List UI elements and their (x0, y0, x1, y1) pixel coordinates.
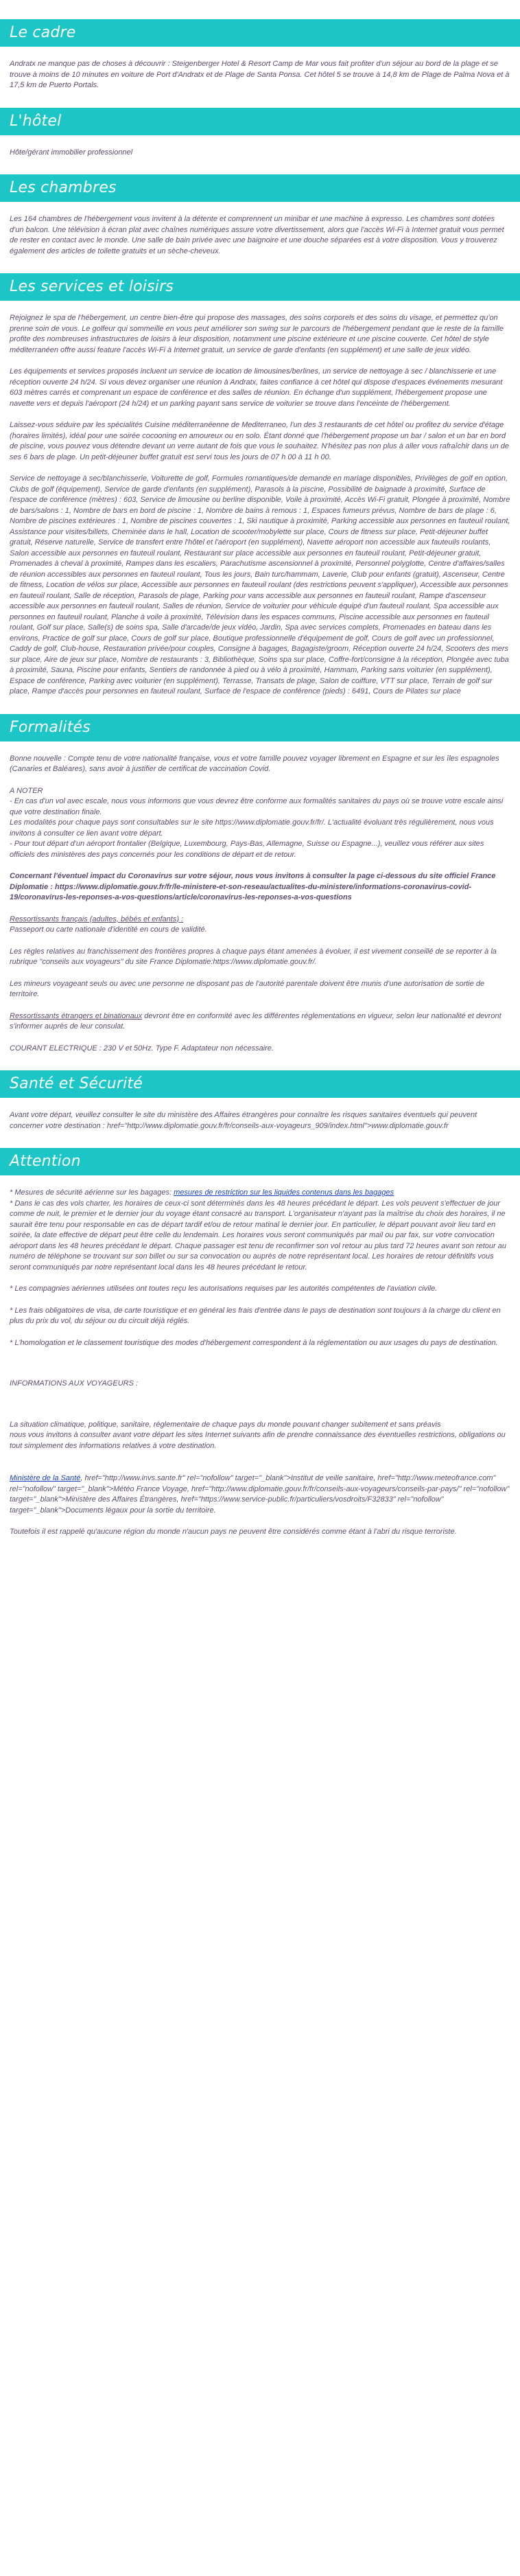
a-noter-modalites: Les modalités pour chaque pays sont consultables sur le site https://www.diplomatie.gouv.fr/fr/. L'actualité évoluant très régulièrement, nous vous invitons à consulter ce lien avant votre départ. (10, 818, 494, 838)
informations-voyageurs-title: INFORMATIONS AUX VOYAGEURS : (10, 1379, 139, 1388)
services-paragraph-spa: Rejoignez le spa de l'hébergement, un centre bien-être qui propose des massages, des soins corporels et des soins du visage, et permettez qu'on prenne soin de vous. Le golfeur qui sommeille en vous peut améliorer son swing sur le parcours de l'hébergement pendant que le reste de la famille profite des nombreuses infrastructures de loisirs à leur disposition, notamment une piscine extérieure et une piscine couverte. Cet hôtel de style méditerranéen offre aussi feature l'accès Wi-Fi à Internet gratuit, un service de garde d'enfants (en supplément) et une salle de jeux vidéo. (10, 314, 504, 354)
section-title-hotel: L'hôtel (0, 108, 520, 135)
sante-text: Avant votre départ, veuillez consulter le site du ministère des Affaires étrangères pour connaître les risques sanitaires éventuels qui peuvent concerner votre destination : href="http://www.diplomatie.gouv.fr/fr/conseils-aux-voyageurs_909/index.html">www.diplomatie.gouv.fr (10, 1111, 477, 1130)
services-paragraph-liste: Service de nettoyage à sec/blanchisserie, Voiturette de golf, Formules romantiques/de demande en mariage disponibles, Privilèges de golf en option, Clubs de golf (équipement), Service de garde d'enfants (en supplément), Parasols à la piscine, Possibilité de baignade à proximité, Surface de l'espace de conférence (mètres) : 603, Service de limousine ou berline disponible, Voile à proximité, Accès Wi-Fi gratuit, Plongée à proximité, Nombre de bars/salons : 1, Nombre de bars en bord de piscine : 1, Nombre de bains à remous : 1, Espaces fumeurs prévus, Nombre de bars de plage : 6, Nombre de piscines extérieures : 1, Nombre de piscines couvertes : 1, Ski nautique à proximité, Parking accessible aux personnes en fauteuil roulant, Assistance pour visites/billets, Cheminée dans le hall, Location de scooter/mobylette sur place, Cours de fitness sur place, Petit-déjeuner buffet gratuit, Réserve naturelle, Service de transfert entre l'hôtel et l'aéroport (en supplément), Navette aéroport non accessible aux fauteuils roulants, Salon accessible aux personnes en fauteuil roulant, Restaurant sur place accessible aux personnes en fauteuil roulant, Petit-déjeuner gratuit, Promenades à cheval à proximité, Rampes dans les escaliers, Parachutisme ascensionnel à proximité, Personnel polyglotte, Centre d'affaires/salles de réunion accessibles aux personnes en fauteuil roulant, Tous les jours, Bain turc/hammam, Laverie, Club pour enfants (gratuit), Ascenseur, Centre de fitness, Location de vélos sur place, Accessible aux personnes en fauteuil roulant (des restrictions peuvent s'appliquer), Accessible aux personnes en fauteuil roulant, Salle de réception, Parasols de plage, Parking pour vans accessible aux personnes en fauteuil roulant, Rampe d'ascenseur accessible aux personnes en fauteuil roulant, Salles de réunion, Service de voiturier pour véhicule équipé d'un fauteuil roulant, Spa accessible aux personnes en fauteuil roulant, Planche à voile à proximité, Télévision dans les espaces communs, Piscine accessible aux personnes en fauteuil roulant, Golf sur place, Salle(s) de soins spa, Salle d'arcade/de jeux vidéo, Jardin, Spa avec services complets, Promenades en bateau dans les environs, Practice de golf sur place, Cours de golf sur place, Boutique professionnelle d'équipement de golf, Cours de golf avec un professionnel, Caddy de golf, Club-house, Restauration privée/pour couples, Consigne à bagages, Bagagiste/groom, Réception ouverte 24 h/24, Scooters des mers sur place, Aire de jeux sur place, Nombre de restaurants : 3, Bibliothèque, Soins spa sur place, Coffre-fort/consigne à la réception, Plongée avec tuba à proximité, Sauna, Piscine pour enfants, Sentiers de randonnée à pied ou à vélo à proximité, Hammam, Parking sans voiturier (en supplément), Espace de conférence, Parking avec voiturier (en supplément), Terrasse, Transats de plage, Salon de coiffure, VTT sur place, Terrain de golf sur place, Rampe d'accès pour personnes en fauteuil roulant, Surface de l'espace de conférence (pieds) : 6491, Cours de Pilates sur place (10, 474, 510, 695)
section-title-chambres: Les chambres (0, 174, 520, 202)
formalites-regles: Les règles relatives au franchissement des frontières propres à chaque pays étant amenées à évoluer, il est vivement conseillé de se reporter à la rubrique "conseils aux voyageurs" du site France Diplomatie:https://www.diplomatie.gouv.fr/. (10, 947, 497, 966)
section-chambres (0, 174, 520, 273)
chambres-text: Les 164 chambres de l'hébergement vous invitent à la détente et comprennent un minibar et une machine à expresso. Les chambres sont dotées d'un balcon. Une télévision à écran plat avec chaînes numériques assure votre divertissement, alors que l'accès Wi-Fi à Internet gratuit vous permet de rester en contact avec le monde. Une salle de bain privée avec une baignoire et une douche séparées est à votre disposition. Vous y trouverez également des articles de toilette gratuits et un sèche-cheveux. (10, 215, 504, 255)
section-content-hotel (0, 135, 520, 175)
section-content-chambres (0, 202, 520, 273)
ressortissants-francais-title: Ressortissants français (adultes, bébés et enfants) : (10, 915, 184, 923)
attention-homologation: * L'homologation et le classement touristique des modes d'hébergement correspondent à la réglementation ou aux usages du pays de destination. (10, 1338, 498, 1347)
a-noter-title: A NOTER (10, 786, 43, 795)
section-content-services (0, 301, 520, 714)
services-paragraph-equipements: Les équipements et services proposés incluent un service de location de limousines/berlines, un service de nettoyage à sec / blanchisserie et une réception ouverte 24 h/24. Si vous devez organiser une réunion à Andratx, faites confiance à cet hôtel qui dispose d'espaces événements mesurant 603 mètres carrés et comprenant un espace de conférence et des salles de réunion. En échange d'un supplément, l'hébergement propose une navette vers et depuis l'aéroport (24 h/24) et un parking payant sans service de voiturier se trouve dans l'enceinte de l'hébergement. (10, 367, 503, 408)
formalites-ressortissants (10, 915, 510, 936)
section-title-formalites: Formalités (0, 714, 520, 741)
ressortissants-francais-text: Passeport ou carte nationale d'identité en cours de validité. (10, 925, 207, 934)
liquides-restriction-link[interactable]: mesures de restriction sur les liquides contenus dans les bagages (174, 1188, 394, 1197)
section-content-sante (0, 1098, 520, 1148)
section-content-attention (0, 1175, 520, 1554)
a-noter-frontalier: - Pour tout départ d'un aéroport frontalier (Belgique, Luxembourg, Pays-Bas, Allemagne, Suisse ou Espagne...), veuillez vous référer aux sites officiels des ministères des pays concernés pour les conditions de départ et de retour. (10, 840, 484, 859)
cadre-text: Andratx ne manque pas de choses à découvrir : Steigenberger Hotel & Resort Camp de Mar vous fait profiter d'un séjour au bord de la plage et se trouve à moins de 10 minutes en voiture de Port d'Andratx et de Plage de Santa Ponsa. Cet hôtel 5 se trouve à 14,8 km de Plage de Palma Nova et à 17,5 km de Puerto Portals. (10, 60, 510, 89)
attention-terrorisme: Toutefois il est rappelé qu'aucune région du monde n'aucun pays ne peuvent être considérés comme étant à l'abri du risque terroriste. (10, 1528, 457, 1536)
section-title-cadre: Le cadre (0, 19, 520, 47)
section-services (0, 273, 520, 714)
formalites-etrangers (10, 1011, 510, 1033)
section-title-services: Les services et loisirs (0, 273, 520, 301)
attention-bagages (10, 1188, 510, 1273)
formalites-mineurs: Les mineurs voyageant seuls ou avec une personne ne disposant pas de l'autorité parentale doivent être munis d'une autorisation de sortie de territoire. (10, 979, 485, 998)
section-cadre (0, 0, 520, 108)
attention-compagnies: * Les compagnies aériennes utilisées ont toutes reçu les autorisations requises par les autorités compétentes de l'aviation civile. (10, 1285, 438, 1293)
section-hotel (0, 108, 520, 175)
section-formalites (0, 714, 520, 1071)
section-attention (0, 1148, 520, 1554)
etrangers-label: Ressortissants étrangers et binationaux (10, 1011, 143, 1020)
attention-charter: * Dans le cas des vols charter, les horaires de ceux-ci sont déterminés dans les 48 heures précédant le départ. Les vols peuvent s'effectuer de jour comme de nuit, le premier et le dernier jour du voyage étant consacré au transport. L'organisateur n'ayant pas la maîtrise du choix des horaires, il ne saurait être tenu pour responsable en cas de départ tardif et/ou de retour matinal le dernier jour. En particulier, le départ pouvant avoir lieu tard en soirée, la date effective de départ peut être celle du lendemain. Les horaires vous seront communiqués par mail ou par fax, sur votre convocation aéroport dans les 48 heures précédant le départ. Chaque passager est tenu de reconfirmer son vol retour au plus tard 72 heures avant son retour au numéro de téléphone se trouvant sur son billet ou sur sa convocation ou auprès de notre représentant local. Les horaires de retour définitifs vous seront communiqués par notre représentant local dans les 48 heures précédant le retour. (10, 1199, 507, 1272)
attention-frais: * Les frais obligatoires de visa, de carte touristique et en général les frais d'entrée dans le pays de destination sont toujours à la charge du client en plus du prix du vol, du séjour ou du circuit déjà réglés. (10, 1306, 501, 1325)
services-paragraph-restauration: Laissez-vous séduire par les spécialités Cuisine méditerranéenne de Mediterraneo, l'un des 3 restaurants de cet hôtel ou profitez du service d'étage (horaires limités), idéal pour une soirée cocooning en amoureux ou en solo. Étant donné que l'hébergement propose un bar / salon et un bar en bord de piscine, vous pouvez vous détendre devant un verre autant de fois que vous le souhaitez. N'hésitez pas non plus à aller vous rafraîchir dans un de ses 6 bars de plage. Un petit-déjeuner buffet gratuit est servi tous les jours de 07 h 00 à 11 h 00. (10, 421, 509, 461)
section-title-attention: Attention (0, 1148, 520, 1175)
hotel-text: Hôte/gérant immobilier professionnel (10, 148, 133, 157)
formalites-courant: COURANT ELECTRIQUE : 230 V et 50Hz. Type F. Adaptateur non nécessaire. (10, 1044, 274, 1053)
formalites-intro: Bonne nouvelle : Compte tenu de votre nationalité française, vous et votre famille pouvez voyager librement en Espagne et sur les îles espagnoles (Canaries et Baléares), sans avoir à justifier de certificat de vaccination Covid. (10, 754, 499, 773)
formalites-covid: Concernant l'éventuel impact du Coronavirus sur votre séjour, nous vous invitons à consulter la page ci-dessous du site officiel France Diplomatie : https://www.diplomatie.gouv.fr/fr/le-ministere-et-son-reseau/actualites-du-ministere/informations-coronavirus-covid-19/coronavirus-les-reponses-a-vos-questions/article/coronavirus-les-reponses-a-vos-questions (10, 872, 496, 901)
etrangers-text: devront être en conformité avec les différentes réglementations en vigueur, selon leur nationalité et devront s'informer auprès de leur consulat. (10, 1011, 501, 1031)
section-content-cadre (0, 47, 520, 108)
attention-bagages-prefix: * Mesures de sécurité aérienne sur les bagages: (10, 1188, 174, 1197)
section-title-sante: Santé et Sécurité (0, 1070, 520, 1098)
informations-voyageurs-text: La situation climatique, politique, sanitaire, réglementaire de chaque pays du monde pouvant changer subitement et sans préavis nous vous invitons à consulter avant votre départ les sites Internet suivants afin de prendre connaissance des éventuelles restrictions, obligations ou tout simplement des informations relatives à votre destination. (10, 1420, 506, 1450)
a-noter-escale: - En cas d'un vol avec escale, nous vous informons que vous devrez être conforme aux formalités sanitaires du pays où se trouve votre escale ainsi que votre destination finale. (10, 797, 504, 816)
section-sante (0, 1070, 520, 1148)
sites-officiels (10, 1473, 510, 1516)
section-content-formalites (0, 741, 520, 1071)
sites-officiels-rest: , href="http://www.invs.sante.fr" rel="nofollow" target="_blank">Institut de veille sanitaire, href="http://www.meteofrance.com" rel="nofollow" target="_blank">Météo France Voyage, href="http://www.diplomatie.gouv.fr/fr/conseils-aux-voyageurs/conseils-par-pays/" rel="nofollow" target="_blank">Ministère des Affaires Étrangères, href="https://www.service-public.fr/particuliers/vosdroits/F32833" rel="nofollow" target="_blank">Documents légaux pour la sortie du territoire. (10, 1474, 510, 1515)
ministere-sante-link[interactable]: Ministère de la Santé (10, 1474, 81, 1482)
formalites-a-noter (10, 786, 510, 861)
